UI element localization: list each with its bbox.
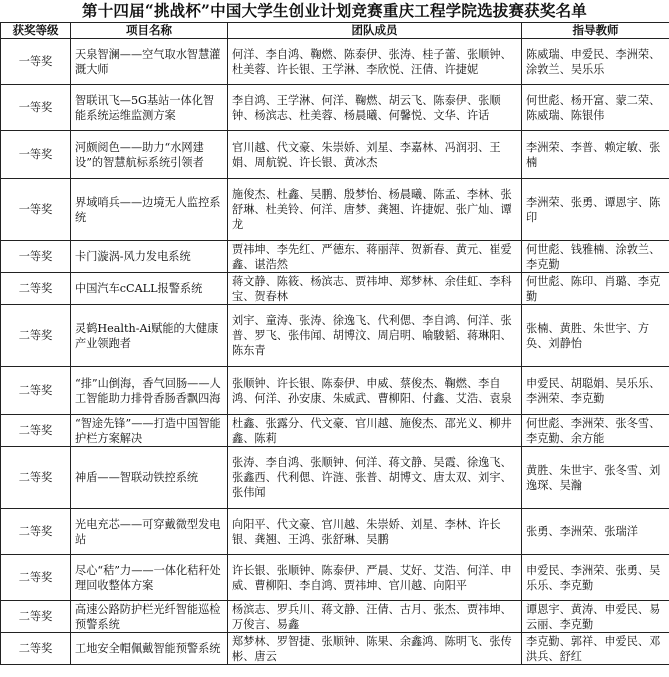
advisors: 陈威瑞、申爱民、李洲荣、涂敦兰、吴乐乐 (522, 39, 669, 85)
advisors: 申爱民、胡聪娟、吴乐乐、李洲荣、李克勤 (522, 367, 669, 415)
project-name: 灵鹤Health-Ai赋能的大健康产业领跑者 (71, 305, 228, 367)
team-members: 李自鸿、王学淋、何洋、鞠燃、胡云飞、陈泰伊、张顺钟、杨滨志、杜美蓉、杨晨曦、何馨悦、文华、许话 (228, 85, 522, 131)
advisors: 李洲荣、李普、赖定敏、张楠 (522, 131, 669, 179)
award-level: 一等奖 (1, 241, 71, 273)
team-members: 施俊杰、杜鑫、吴鹏、殷梦怡、杨晨曦、陈孟、李林、张舒琳、杜美铃、何洋、唐梦、龚翘、许捷妮、张广灿、谭龙 (228, 179, 522, 241)
award-level: 二等奖 (1, 509, 71, 555)
page-title: 第十四届“挑战杯”中国大学生创业计划竞赛重庆工程学院选拔赛获奖名单 (82, 1, 587, 20)
advisors: 何世彪、李洲荣、张冬雪、李克勤、余方能 (522, 415, 669, 447)
header-advisors: 指导教师 (522, 23, 669, 39)
team-members: 官川越、代文豪、朱崇娇、刘星、李嘉林、冯润羽、王娟、周航锐、许长银、黄冰杰 (228, 131, 522, 179)
award-level: 二等奖 (1, 273, 71, 305)
team-members: 杜鑫、张露分、代文豪、官川越、施俊杰、邵光义、柳井鑫、陈莉 (228, 415, 522, 447)
award-level: 一等奖 (1, 39, 71, 85)
team-members: 郑梦林、罗智捷、张顺钟、陈果、余鑫鸿、陈明飞、张传彬、唐云 (228, 633, 522, 665)
table-row (1, 179, 669, 241)
project-name: 工地安全帽佩戴智能预警系统 (71, 633, 228, 665)
team-members: 贾祎坤、李先红、严德东、蒋丽萍、贺新春、黄元、崔爱鑫、谌浩然 (228, 241, 522, 273)
advisors: 申爱民、李洲荣、张勇、吴乐乐、李克勤 (522, 555, 669, 601)
team-members: 张顺钟、许长银、陈泰伊、申威、蔡俊杰、鞠燃、李自鸿、何洋、孙安康、朱威武、曹柳阳、付鑫、艾浩、袁泉 (228, 367, 522, 415)
award-level: 二等奖 (1, 305, 71, 367)
project-name: 尽心“秸”力——一体化秸秆处理回收整体方案 (71, 555, 228, 601)
award-level: 二等奖 (1, 447, 71, 509)
award-level: 二等奖 (1, 415, 71, 447)
award-level: 一等奖 (1, 179, 71, 241)
table-row (1, 601, 669, 633)
project-name: 河颇阅色——助力“水网建设”的智慧航标系统引领者 (71, 131, 228, 179)
advisors: 何世彪、陈印、肖璐、李克勤 (522, 273, 669, 305)
project-name: 天泉智澜——空气取水智慧灌溉大师 (71, 39, 228, 85)
table-row (1, 39, 669, 85)
advisors: 李克勤、郭祥、申爱民、邓洪兵、舒红 (522, 633, 669, 665)
award-table (0, 22, 669, 665)
team-members: 何洋、李自鸿、鞠燃、陈泰伊、张涛、桂子蕾、张顺钟、杜美蓉、许长银、王学淋、李欣悦、汪倩、许捷妮 (228, 39, 522, 85)
advisors: 张勇、李洲荣、张瑞洋 (522, 509, 669, 555)
table-row (1, 633, 669, 665)
advisors: 张楠、黄胜、朱世宇、方奂、刘静怡 (522, 305, 669, 367)
project-name: 卡门漩涡-风力发电系统 (71, 241, 228, 273)
table-row (1, 367, 669, 415)
project-name: 神盾——智联动铁控系统 (71, 447, 228, 509)
team-members: 蒋文静、陈筱、杨滨志、贾祎坤、郑梦林、余佳虹、李科宝、贺春林 (228, 273, 522, 305)
header-level: 获奖等级 (1, 23, 71, 39)
advisors: 何世彪、钱雅楠、涂敦兰、李克勤 (522, 241, 669, 273)
project-name: 界域哨兵——边境无人监控系统 (71, 179, 228, 241)
team-members: 向阳平、代文豪、官川越、朱崇娇、刘星、李林、许长银、龚翘、王鸿、张舒琳、吴鹏 (228, 509, 522, 555)
project-name: 光电充芯——可穿戴微型发电站 (71, 509, 228, 555)
award-level: 二等奖 (1, 633, 71, 665)
table-row (1, 131, 669, 179)
team-members: 刘宇、童涛、张涛、徐逸飞、代利偲、李自鸿、何洋、张普、罗飞、张伟闻、胡博汶、周启明、喻駿韬、蒋琳阳、陈东青 (228, 305, 522, 367)
advisors: 谭恩宇、黄涛、申爱民、易云丽、李克勤 (522, 601, 669, 633)
project-name: 高速公路防护栏光纤智能巡检预警系统 (71, 601, 228, 633)
table-row (1, 273, 669, 305)
award-level: 二等奖 (1, 555, 71, 601)
award-level: 二等奖 (1, 601, 71, 633)
table-row (1, 509, 669, 555)
advisors: 李洲荣、张勇、谭恩宇、陈印 (522, 179, 669, 241)
advisors: 黄胜、朱世宇、张冬雪、刘逸琛、吴瀚 (522, 447, 669, 509)
header-members: 团队成员 (228, 23, 522, 39)
award-level: 一等奖 (1, 131, 71, 179)
header-project: 项目名称 (71, 23, 228, 39)
team-members: 许长银、张顺钟、陈泰伊、严晨、艾好、艾浩、何洋、申威、曹柳阳、李自鸿、贾祎坤、官川越、向阳平 (228, 555, 522, 601)
award-level: 二等奖 (1, 367, 71, 415)
table-row (1, 447, 669, 509)
team-members: 张涛、李自鸿、张顺钟、何洋、蒋文静、吴霞、徐逸飞、张鑫西、代利偲、许涟、张普、胡博文、唐太双、刘宇、张伟闻 (228, 447, 522, 509)
table-row (1, 415, 669, 447)
table-row (1, 85, 669, 131)
header-row (1, 23, 669, 39)
table-row (1, 555, 669, 601)
advisors: 何世彪、杨开富、蒙二荣、陈威瑞、陈银伟 (522, 85, 669, 131)
project-name: 智联讯飞—5G基站一体化智能系统运维监测方案 (71, 85, 228, 131)
team-members: 杨滨志、罗兵川、蒋文静、汪倩、古月、张杰、贾祎坤、万俊言、易鑫 (228, 601, 522, 633)
project-name: 中国汽车cCALL报警系统 (71, 273, 228, 305)
project-name: “排”山倒海，香气回肠——人工智能助力排骨香肠香飘四海 (71, 367, 228, 415)
project-name: “智途先锋”——打造中国智能护栏方案解决 (71, 415, 228, 447)
table-row (1, 305, 669, 367)
table-row (1, 241, 669, 273)
award-level: 一等奖 (1, 85, 71, 131)
